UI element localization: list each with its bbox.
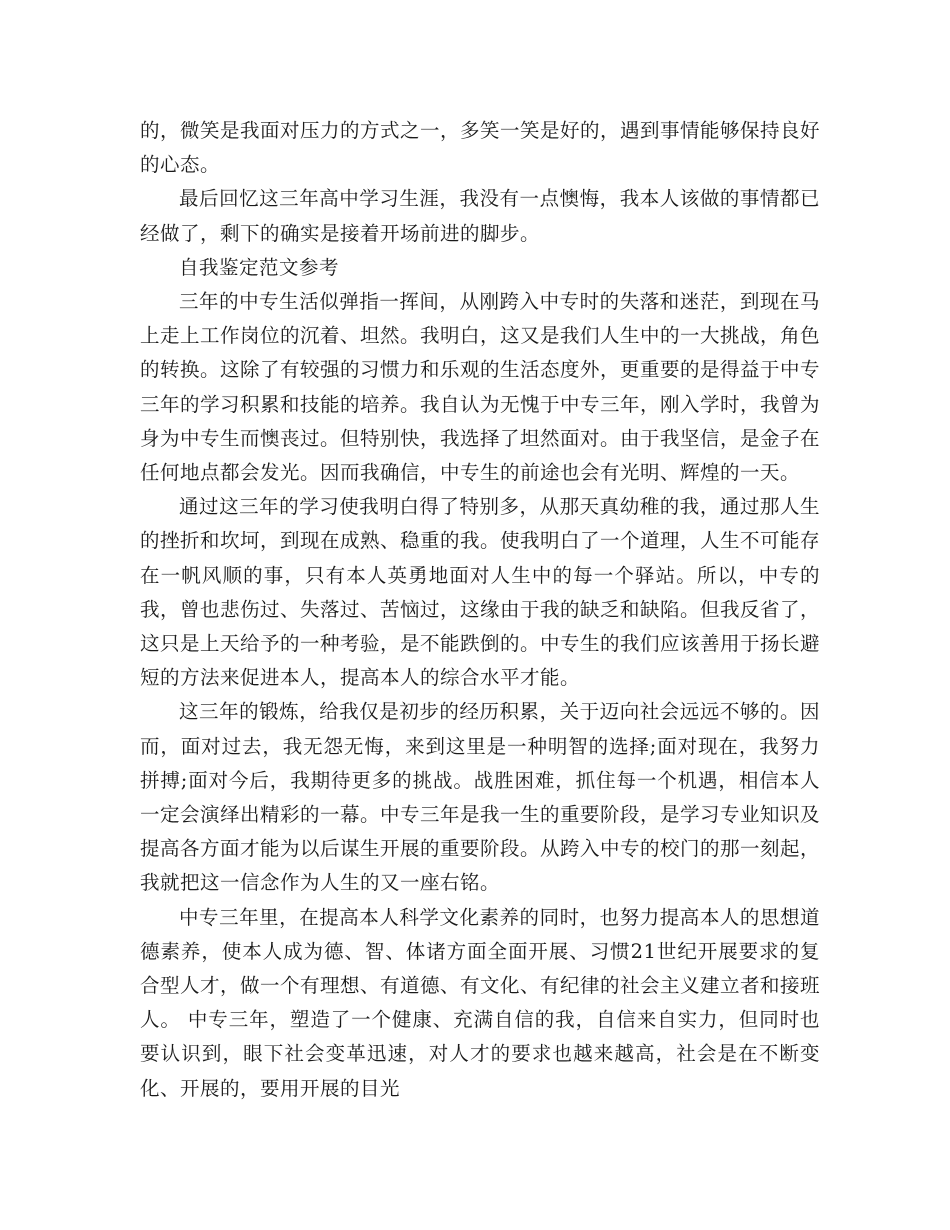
paragraph: 三年的中专生活似弹指一挥间，从刚跨入中专时的失落和迷茫，到现在马上走上工作岗位的沉着、坦然。我明白，这又是我们人生中的一大挑战，角色的转换。这除了有较强的习惯力和乐观的生活态度外，更重要的是得益于中专三年的学习积累和技能的培养。我自认为无愧于中专三年，刚入学时，我曾为身为中专生而懊丧过。但特别快，我选择了坦然面对。由于我坚信，是金子在任何地点都会发光。因而我确信，中专生的前途也会有光明、辉煌的一天。 <box>140 290 821 485</box>
paragraph: 最后回忆这三年高中学习生涯，我没有一点懊悔，我本人该做的事情都已经做了，剩下的确实是接着开场前进的脚步。 <box>140 187 820 245</box>
paragraph: 这三年的锻炼，给我仅是初步的经历积累，关于迈向社会远远不够的。因而，面对过去，我无怨无悔，来到这里是一种明智的选择;面对现在，我努力拼搏;面对今后，我期待更多的挑战。战胜困难，抓住每一个机遇，相信本人一定会演绎出精彩的一幕。中专三年是我一生的重要阶段，是学习专业知识及提高各方面才能为以后谋生开展的重要阶段。从跨入中专的校门的那一刻起，我就把这一信念作为人生的又一座右铭。 <box>140 700 821 895</box>
paragraph: 中专三年里，在提高本人科学文化素养的同时，也努力提高本人的思想道德素养，使本人成为德、智、体诸方面全面开展、习惯21世纪开展要求的复合型人才，做一个有理想、有道德、有文化、有纪律的社会主义建立者和接班人。 中专三年，塑造了一个健康、充满自信的我，自信来自实力，但同时也要认识到，眼下社会变革迅速，对人才的要求也越来越高，社会是在不断变化、开展的，要用开展的目光 <box>140 905 821 1100</box>
paragraph-continued: 的，微笑是我面对压力的方式之一，多笑一笑是好的，遇到事情能够保持良好的心态。 <box>140 119 821 177</box>
paragraph: 通过这三年的学习使我明白得了特别多，从那天真幼稚的我，通过那人生的挫折和坎坷，到现在成熟、稳重的我。使我明白了一个道理，人生不可能存在一帆风顺的事，只有本人英勇地面对人生中的每一个驿站。所以，中专的我，曾也悲伤过、失落过、苦恼过，这缘由于我的缺乏和缺陷。但我反省了，这只是上天给予的一种考验，是不能跌倒的。中专生的我们应该善用于扬长避短的方法来促进本人，提高本人的综合水平才能。 <box>140 495 821 690</box>
section-heading: 自我鉴定范文参考 <box>179 255 340 279</box>
document-body <box>140 114 820 1106</box>
